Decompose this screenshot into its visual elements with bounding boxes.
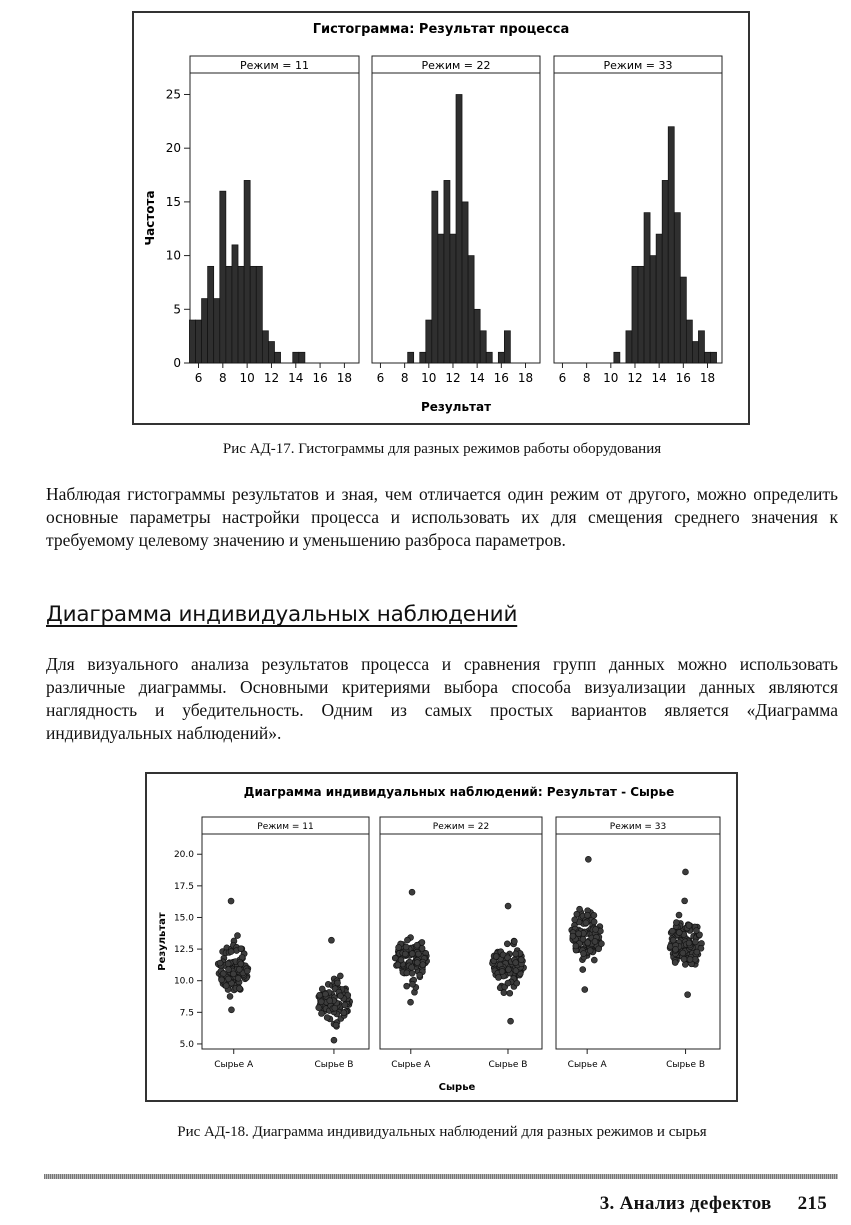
- dotplot-point: [409, 951, 415, 957]
- histogram-bar: [698, 331, 704, 363]
- dotplot-point: [219, 977, 225, 983]
- histogram-x-tick-label: 10: [603, 371, 619, 385]
- histogram-bar: [614, 352, 620, 363]
- histogram-bar: [686, 320, 692, 363]
- dotplot-point: [507, 990, 513, 996]
- histogram-bar: [704, 352, 710, 363]
- dotplot-x-tick-label: Сырье A: [391, 1060, 431, 1070]
- dotplot-point: [317, 992, 323, 998]
- histogram-x-tick-label: 16: [675, 371, 691, 385]
- dotplot-point: [217, 960, 223, 966]
- dotplot-point: [324, 1015, 330, 1021]
- dotplot-point: [234, 933, 240, 939]
- histogram-y-tick-label: 10: [165, 248, 181, 263]
- histogram-x-tick-label: 12: [627, 371, 643, 385]
- histogram-bar: [462, 202, 468, 363]
- dotplot-point: [687, 956, 693, 962]
- histogram-panel-label: Режим = 22: [421, 59, 491, 72]
- histogram-bar: [238, 266, 244, 363]
- histogram-x-tick-label: 6: [376, 371, 385, 385]
- dotplot-point: [414, 942, 420, 948]
- dotplot-point: [505, 903, 511, 909]
- dotplot-point: [414, 960, 420, 966]
- dotplot-x-tick-label: Сырье B: [314, 1060, 354, 1070]
- histogram-bar: [250, 266, 256, 363]
- dotplot-point: [228, 949, 234, 955]
- dotplot-point: [409, 981, 415, 987]
- histogram-bar: [189, 320, 195, 363]
- dotplot-title: Диаграмма индивидуальных наблюдений: Результат - Сырье: [243, 785, 675, 799]
- dotplot-point: [409, 964, 415, 970]
- dotplot-point: [685, 992, 691, 998]
- dotplot-point: [587, 948, 593, 954]
- dotplot-point: [672, 960, 678, 966]
- footer-rule: [44, 1174, 838, 1179]
- histogram-bar: [232, 245, 238, 363]
- dotplot-point: [592, 938, 598, 944]
- dotplot-point: [583, 920, 589, 926]
- dotplot-panel-label: Режим = 11: [257, 822, 314, 832]
- dotplot-point: [505, 980, 511, 986]
- histogram-y-tick-label: 5: [173, 302, 181, 317]
- dotplot-point: [337, 973, 343, 979]
- histogram-y-tick-label: 20: [165, 141, 181, 156]
- dotplot-point: [673, 946, 679, 952]
- dotplot-x-tick-label: Сырье B: [666, 1060, 706, 1070]
- dotplot-point: [692, 939, 698, 945]
- histogram-bar: [680, 277, 686, 363]
- dotplot-point: [591, 912, 597, 918]
- histogram-bar: [474, 309, 480, 363]
- dotplot-point: [593, 926, 599, 932]
- histogram-x-tick-label: 14: [651, 371, 667, 385]
- histogram-x-tick-label: 8: [219, 371, 227, 385]
- dotplot-point: [228, 1007, 234, 1013]
- paragraph-1: Наблюдая гистограммы результатов и зная, чем отличается один режим от другого, можно определить основные параметры настройки процесса и использовать их для смещения среднего значения к требуемому целевому значению и уменьшению разброса параметров.: [46, 484, 838, 550]
- dotplot-y-tick-label: 7.5: [179, 1008, 194, 1019]
- histogram-bar: [268, 342, 274, 363]
- dotplot-point: [584, 912, 590, 918]
- histogram-bar: [244, 180, 250, 363]
- histogram-bar: [256, 266, 262, 363]
- dotplot-point: [335, 980, 341, 986]
- histogram-x-tick-label: 18: [517, 371, 534, 385]
- dotplot-point: [403, 944, 409, 950]
- dotplot-point: [319, 986, 325, 992]
- dotplot-point: [327, 998, 333, 1004]
- dotplot-y-tick-label: 12.5: [173, 945, 194, 956]
- dotplot-point: [341, 1010, 347, 1016]
- histogram-x-tick-label: 6: [558, 371, 567, 385]
- dotplot-point: [681, 956, 687, 962]
- dotplot-point: [227, 993, 233, 999]
- histogram-x-tick-label: 10: [421, 371, 437, 385]
- histogram-bar: [293, 352, 299, 363]
- histogram-bar: [638, 266, 644, 363]
- dotplot-point: [331, 1037, 337, 1043]
- dotplot-point: [316, 1005, 322, 1011]
- histogram-bar: [226, 266, 232, 363]
- histogram-x-tick-label: 16: [312, 371, 328, 385]
- dotplot-x-tick-label: Сырье B: [488, 1060, 528, 1070]
- chapter-title: 3. Анализ дефектов: [599, 1193, 772, 1214]
- dotplot-y-tick-label: 5.0: [179, 1039, 194, 1050]
- dotplot-point: [225, 961, 231, 967]
- histogram-x-tick-label: 8: [400, 371, 409, 385]
- histogram-bar: [208, 266, 214, 363]
- histogram-bar: [220, 191, 226, 363]
- dotplot-y-label: Результат: [157, 912, 168, 971]
- histogram-bar: [432, 191, 438, 363]
- dotplot-point: [402, 951, 408, 957]
- histogram-bar: [275, 352, 281, 363]
- dotplot-point: [580, 967, 586, 973]
- histogram-bar: [674, 213, 680, 363]
- dotplot-point: [577, 906, 583, 912]
- section-heading: Диаграмма индивидуальных наблюдений: [46, 602, 518, 627]
- dotplot-point: [235, 975, 241, 981]
- dotplot-point: [223, 983, 229, 989]
- dotplot-panel-frame: [380, 834, 542, 1049]
- dotplot-y-tick-label: 17.5: [173, 881, 194, 892]
- histogram-bar: [498, 352, 504, 363]
- dotplot-point: [236, 966, 242, 972]
- histogram-bar: [214, 299, 220, 363]
- histogram-bar: [426, 320, 432, 363]
- dotplot-figure: [145, 772, 738, 1102]
- dotplot-point: [404, 937, 410, 943]
- histogram-bar: [299, 352, 305, 363]
- dotplot-point: [676, 912, 682, 918]
- histogram-bar: [408, 352, 414, 363]
- histogram-bar: [480, 331, 486, 363]
- dotplot-point: [670, 937, 676, 943]
- histogram-bar: [438, 234, 444, 363]
- dotplot-point: [420, 962, 426, 968]
- histogram-y-tick-label: 25: [165, 87, 181, 102]
- dotplot-x-tick-label: Сырье A: [567, 1060, 607, 1070]
- histogram-bar: [650, 256, 656, 363]
- histogram-bar: [504, 331, 510, 363]
- dotplot-point: [342, 1002, 348, 1008]
- dotplot-point: [404, 983, 410, 989]
- dotplot-point: [238, 961, 244, 967]
- page-number: 215: [797, 1193, 827, 1214]
- dotplot-point: [582, 987, 588, 993]
- dotplot-point: [318, 1010, 324, 1016]
- histogram-x-tick-label: 18: [336, 371, 353, 385]
- histogram-x-tick-label: 14: [469, 371, 485, 385]
- dotplot-point: [518, 957, 524, 963]
- histogram-bar: [668, 127, 674, 363]
- dotplot-chart: [147, 774, 736, 1100]
- dotplot-point: [513, 960, 519, 966]
- dotplot-point: [504, 941, 510, 947]
- histogram-bar: [202, 299, 208, 363]
- dotplot-point: [694, 949, 700, 955]
- histogram-bar: [711, 352, 717, 363]
- histogram-bar: [420, 352, 426, 363]
- dotplot-point: [417, 972, 423, 978]
- figure-2-caption: Рис АД-18. Диаграмма индивидуальных наблюдений для разных режимов и сырья: [177, 1124, 707, 1140]
- dotplot-point: [495, 974, 501, 980]
- dotplot-point: [682, 898, 688, 904]
- dotplot-panel-label: Режим = 22: [432, 822, 490, 832]
- dotplot-point: [333, 1022, 339, 1028]
- dotplot-point: [228, 898, 234, 904]
- dotplot-y-tick-label: 20.0: [173, 850, 194, 861]
- histogram-bar: [195, 320, 201, 363]
- dotplot-point: [676, 929, 682, 935]
- histogram-bar: [692, 342, 698, 363]
- histogram-bar: [262, 331, 268, 363]
- dotplot-point: [415, 951, 421, 957]
- dotplot-point: [328, 937, 334, 943]
- dotplot-point: [408, 999, 414, 1005]
- dotplot-point: [591, 957, 597, 963]
- dotplot-point: [693, 927, 699, 933]
- dotplot-point: [337, 993, 343, 999]
- dotplot-point: [230, 971, 236, 977]
- histogram-bar: [456, 94, 462, 363]
- dotplot-point: [236, 985, 242, 991]
- histogram-panel-label: Режим = 11: [240, 59, 309, 72]
- dotplot-panel-label: Режим = 33: [609, 822, 667, 832]
- dotplot-point: [511, 938, 517, 944]
- histogram-x-tick-label: 16: [493, 371, 509, 385]
- dotplot-point: [585, 856, 591, 862]
- histogram-bar: [662, 180, 668, 363]
- dotplot-point: [598, 941, 604, 947]
- dotplot-point: [493, 954, 499, 960]
- histogram-y-tick-label: 15: [165, 194, 181, 209]
- dotplot-x-tick-label: Сырье A: [214, 1060, 254, 1070]
- histogram-bar: [486, 352, 492, 363]
- dotplot-point: [576, 931, 582, 937]
- histogram-title: Гистограмма: Результат процесса: [312, 22, 570, 37]
- histogram-panel-label: Режим = 33: [603, 59, 673, 72]
- dotplot-y-tick-label: 15.0: [173, 913, 194, 924]
- histogram-y-tick-label: 0: [173, 356, 181, 370]
- histogram-x-tick-label: 12: [263, 371, 280, 385]
- dotplot-y-tick-label: 10.0: [173, 976, 194, 987]
- dotplot-point: [570, 933, 576, 939]
- histogram-x-tick-label: 12: [445, 371, 461, 385]
- histogram-bar: [632, 266, 638, 363]
- dotplot-point: [686, 940, 692, 946]
- dotplot-point: [572, 917, 578, 923]
- histogram-figure: [132, 11, 750, 425]
- histogram-x-tick-label: 8: [582, 371, 591, 385]
- dotplot-point: [573, 943, 579, 949]
- dotplot-point: [244, 968, 250, 974]
- page-footer: [600, 1193, 827, 1215]
- histogram-x-label: Результат: [420, 400, 492, 414]
- histogram-x-tick-label: 10: [239, 371, 255, 385]
- figure-1-caption: Рис АД-17. Гистограммы для разных режимов работы оборудования: [222, 441, 662, 457]
- dotplot-point: [513, 951, 519, 957]
- dotplot-point: [580, 951, 586, 957]
- dotplot-point: [318, 999, 324, 1005]
- dotplot-x-label: Сырье: [438, 1082, 476, 1093]
- histogram-x-tick-label: 6: [194, 371, 203, 385]
- histogram-x-tick-label: 18: [699, 371, 716, 385]
- histogram-bar: [444, 180, 450, 363]
- histogram-bar: [468, 256, 474, 363]
- dotplot-point: [680, 950, 686, 956]
- dotplot-point: [501, 990, 507, 996]
- dotplot-point: [409, 970, 415, 976]
- dotplot-point: [682, 869, 688, 875]
- dotplot-point: [508, 1018, 514, 1024]
- dotplot-point: [505, 967, 511, 973]
- dotplot-point: [673, 920, 679, 926]
- paragraph-2: Для визуального анализа результатов процесса и сравнения групп данных можно использовать различные диаграммы. Основными критериями выбора способа визуализации данных являются наглядность и убедительность. Одним из самых простых вариантов является «Диаграмма индивидуальных наблюдений».: [46, 654, 838, 743]
- dotplot-point: [392, 955, 398, 961]
- dotplot-point: [238, 946, 244, 952]
- histogram-bar: [644, 213, 650, 363]
- dotplot-point: [396, 944, 402, 950]
- histogram-y-label: Частота: [143, 190, 157, 246]
- dotplot-point: [409, 889, 415, 895]
- dotplot-point: [225, 967, 231, 973]
- histogram-chart: [134, 13, 748, 423]
- dotplot-point: [686, 922, 692, 928]
- histogram-bar: [626, 331, 632, 363]
- histogram-bar: [450, 234, 456, 363]
- dotplot-point: [591, 919, 597, 925]
- dotplot-point: [395, 962, 401, 968]
- dotplot-point: [499, 968, 505, 974]
- histogram-bar: [656, 234, 662, 363]
- histogram-x-tick-label: 14: [288, 371, 304, 385]
